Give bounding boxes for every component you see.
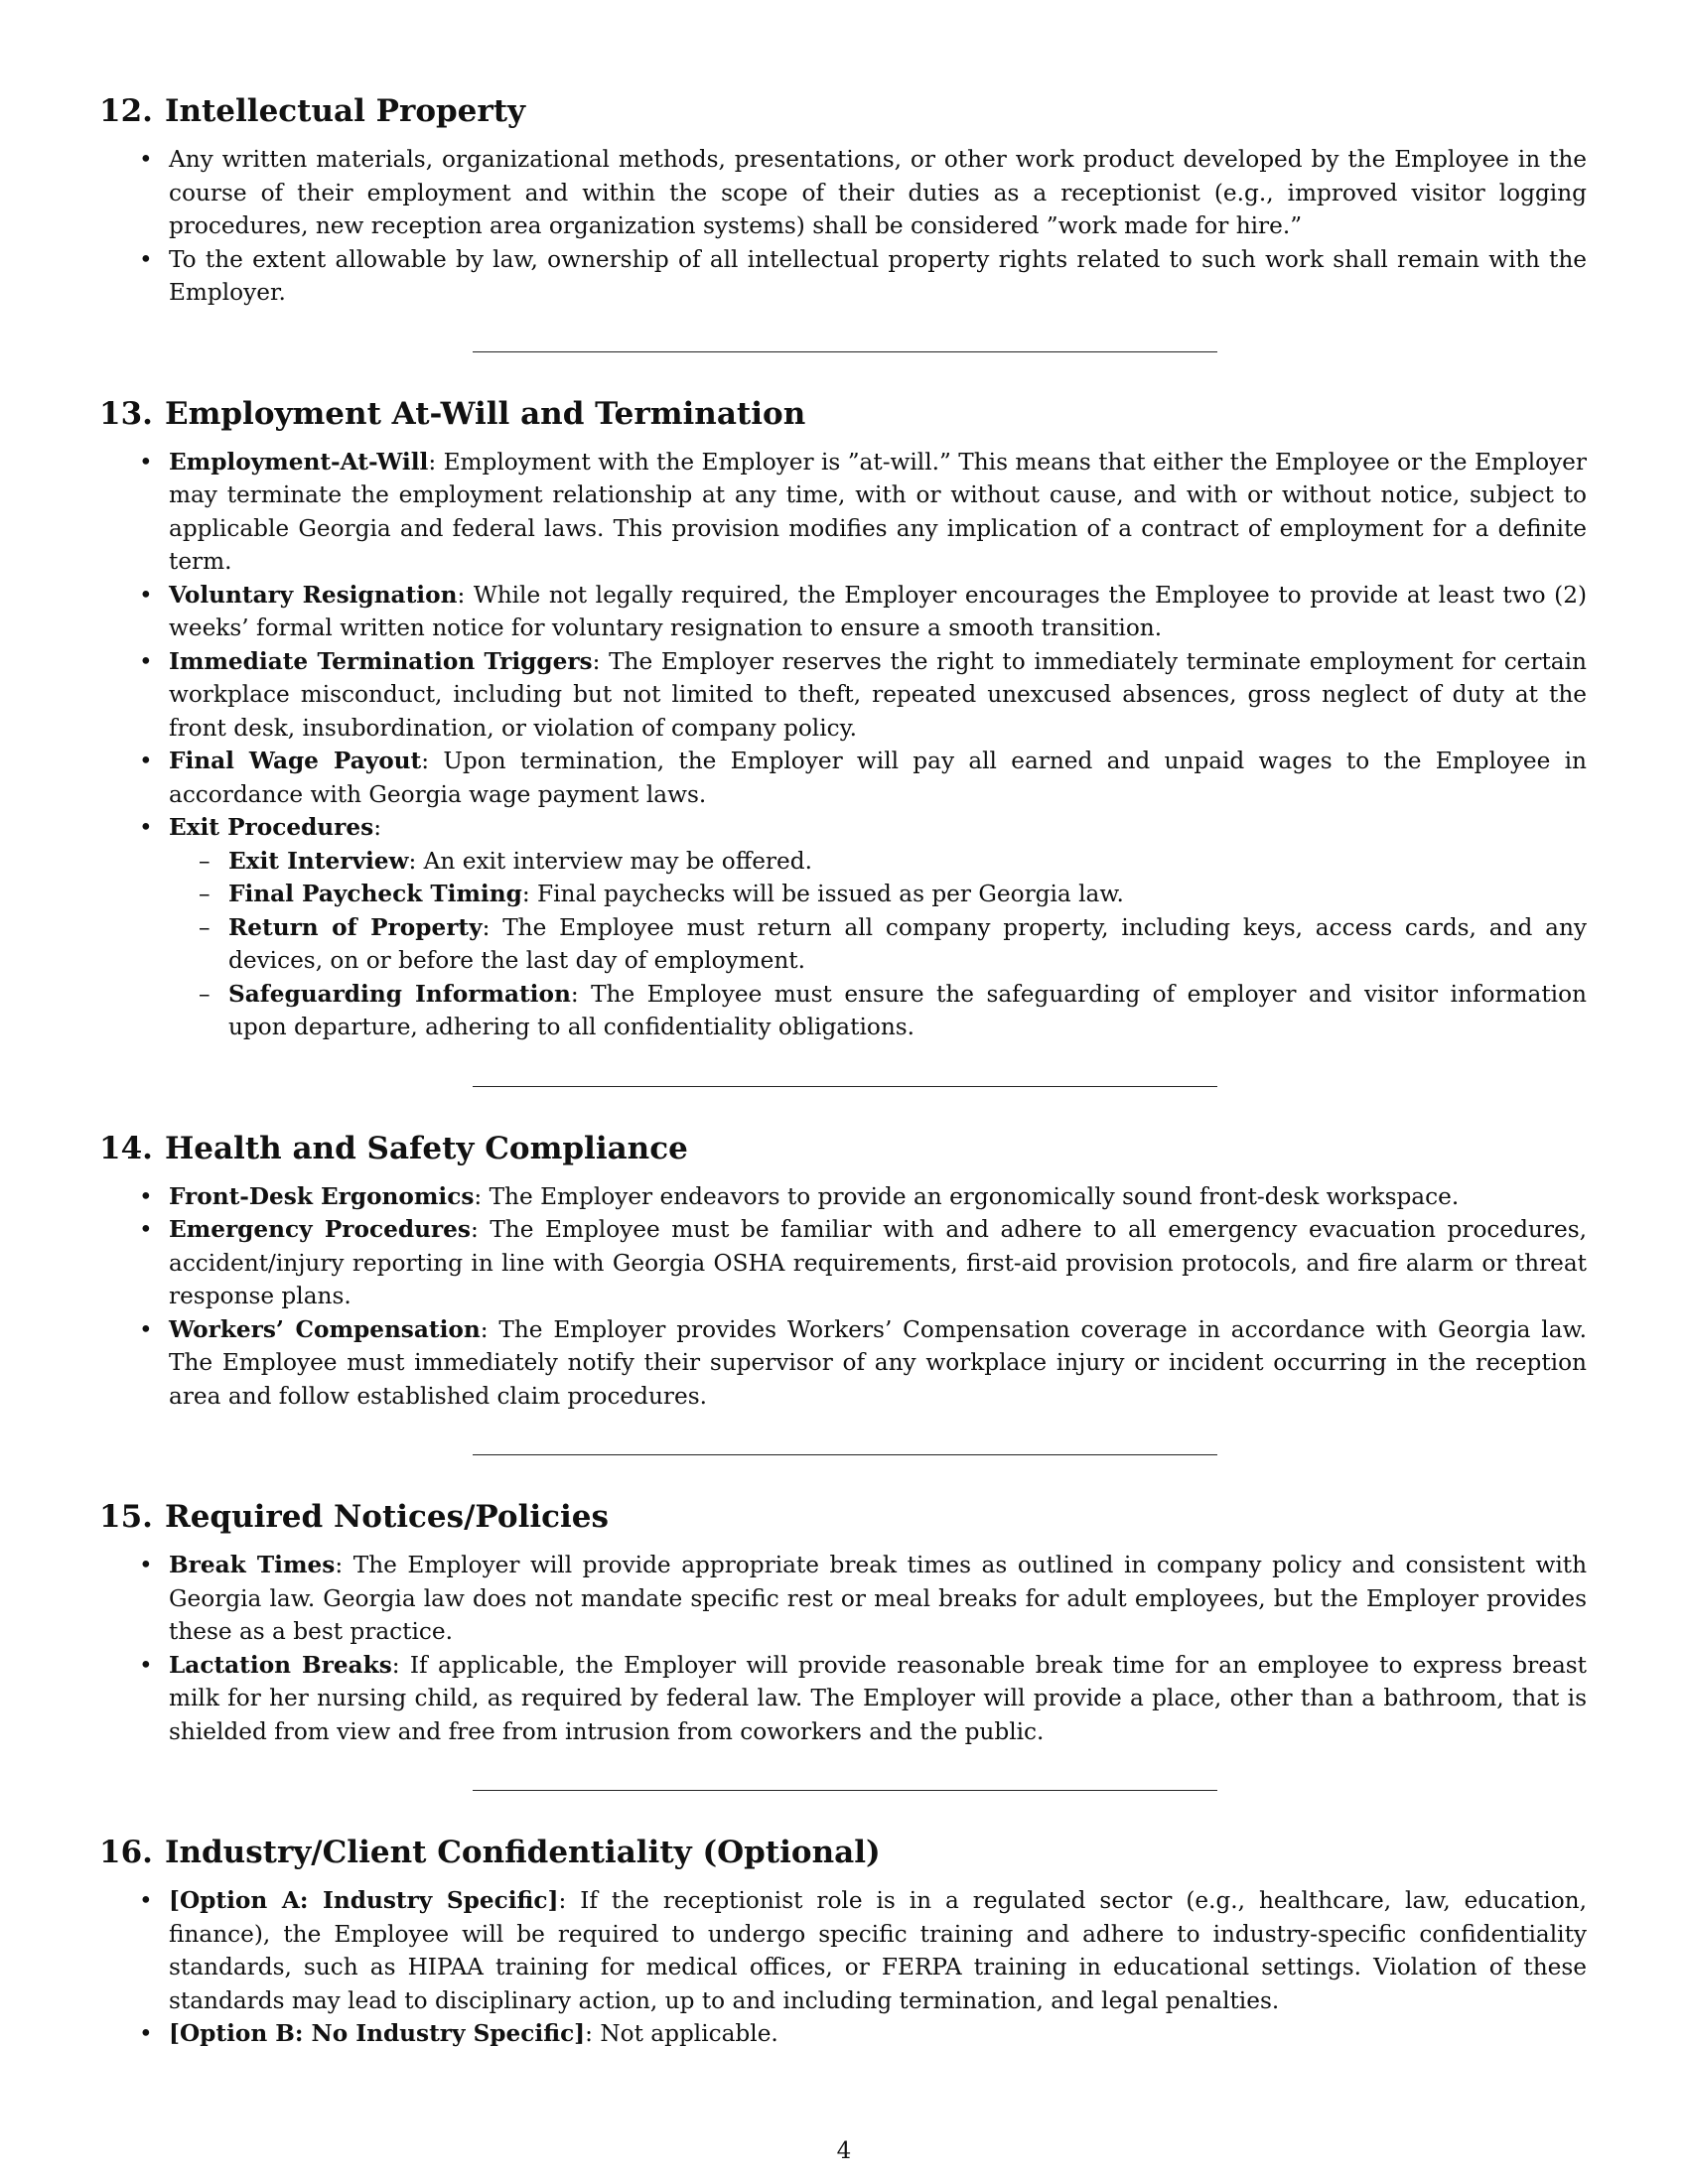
section-number: 14. <box>99 1130 153 1166</box>
document-page <box>99 91 1587 2051</box>
item-text: : The Employee must return all company property, including keys, access cards, and any devices, on or before the last day of employment. <box>228 913 1587 974</box>
item-term: [Option B: No Industry Specific] <box>169 2020 586 2047</box>
item-text: : An exit interview may be offered. <box>408 847 812 875</box>
item-term: Employment-At-Will <box>169 448 429 476</box>
list-item <box>99 1180 1587 1214</box>
item-text: : The Employee must be familiar with and adhere to all emergency evacuation procedures, accident/injury reporting in line with Georgia OSHA requirements, first-aid provision protocols, and fire alarm or threat response plans. <box>169 1216 1587 1309</box>
item-term: Workers’ Compensation <box>169 1315 481 1343</box>
section-employment-at-will <box>99 394 1587 1044</box>
item-text: To the extent allowable by law, ownership of all intellectual property rights related to such work shall remain with the Employer. <box>169 245 1587 306</box>
section-intellectual-property <box>99 91 1587 310</box>
item-text: : The Employer reserves the right to immediately terminate employment for certain workplace misconduct, including but not limited to theft, repeated unexcused absences, gross neglect of duty at the front desk, insubordination, or violation of company policy. <box>169 647 1587 742</box>
section-title: Intellectual Property <box>164 93 526 129</box>
page-number: 4 <box>836 2138 852 2164</box>
item-term: [Option A: Industry Specific] <box>169 1887 559 1914</box>
bullet-list <box>99 143 1587 310</box>
item-text: : Employment with the Employer is ”at-will.” This means that either the Employee or the Employer may terminate the employment relationship at any time, with or without cause, and with or without notice, subject to applicable Georgia and federal laws. This provision modifies any implication of a contract of employment for a definite term. <box>169 448 1587 575</box>
item-text: : The Employee must ensure the safeguarding of employer and visitor information upon departure, adhering to all confidentiality obligations. <box>228 980 1587 1040</box>
item-term: Exit Interview <box>228 847 409 875</box>
list-item <box>99 811 1587 1044</box>
list-item <box>99 1649 1587 1749</box>
sub-list-item <box>169 845 1587 879</box>
list-item <box>99 645 1587 746</box>
list-item <box>99 1313 1587 1414</box>
sub-list-item <box>169 978 1587 1044</box>
list-item <box>99 745 1587 811</box>
section-number: 16. <box>99 1835 153 1870</box>
section-heading <box>99 91 1587 131</box>
section-divider <box>473 1454 1217 1455</box>
section-title: Health and Safety Compliance <box>164 1130 688 1166</box>
section-heading <box>99 1833 1587 1872</box>
section-heading <box>99 394 1587 434</box>
item-term: Break Times <box>169 1552 336 1578</box>
item-text: : Upon termination, the Employer will pay all earned and unpaid wages to the Employee in accordance with Georgia wage payment laws. <box>169 748 1587 808</box>
list-item <box>99 579 1587 645</box>
item-term: Front-Desk Ergonomics <box>169 1182 475 1210</box>
section-divider <box>473 351 1217 352</box>
item-term: Final Wage Payout <box>169 748 422 774</box>
item-text: : Not applicable. <box>585 2020 778 2047</box>
item-term: Final Paycheck Timing <box>228 881 522 907</box>
item-text: Any written materials, organizational methods, presentations, or other work product developed by the Employee in the course of their employment and within the scope of their duties as a receptionist (e.g., improved visitor logging procedures, new reception area organization systems) shall be considered ”work made for hire.” <box>169 146 1587 239</box>
item-term: Voluntary Resignation <box>169 581 458 609</box>
section-title: Employment At-Will and Termination <box>164 395 806 432</box>
bullet-list <box>99 1549 1587 1748</box>
item-text: : The Employer endeavors to provide an ergonomically sound front-desk workspace. <box>474 1182 1460 1210</box>
section-industry-confidentiality <box>99 1833 1587 2051</box>
list-item <box>99 1213 1587 1313</box>
sub-list-item <box>169 878 1587 911</box>
item-term: Exit Procedures <box>169 814 374 841</box>
sub-list <box>169 845 1587 1044</box>
list-item <box>99 1884 1587 2017</box>
item-term: Lactation Breaks <box>169 1651 392 1679</box>
item-text: : Final paychecks will be issued as per Georgia law. <box>521 881 1124 907</box>
section-required-notices <box>99 1497 1587 1748</box>
section-number: 13. <box>99 395 153 432</box>
list-item <box>99 243 1587 310</box>
section-title: Required Notices/Policies <box>164 1499 609 1535</box>
section-heading <box>99 1497 1587 1537</box>
item-text: : If the receptionist role is in a regulated sector (e.g., healthcare, law, education, finance), the Employee will be required to undergo specific training and adhere to industry-specific confidentiality standards, such as HIPAA training for medical offices, or FERPA training in educational settings. Violation of these standards may lead to disciplinary action, up to and including termination, and legal penalties. <box>169 1887 1587 2014</box>
item-term: Return of Property <box>228 913 483 941</box>
item-term: Immediate Termination Triggers <box>169 647 593 675</box>
section-divider <box>473 1086 1217 1087</box>
bullet-list <box>99 446 1587 1044</box>
section-number: 12. <box>99 93 153 129</box>
list-item <box>99 446 1587 579</box>
section-number: 15. <box>99 1499 153 1535</box>
section-health-safety <box>99 1129 1587 1414</box>
bullet-list <box>99 1180 1587 1414</box>
item-text: : The Employer will provide appropriate break times as outlined in company policy and consistent with Georgia law. Georgia law does not mandate specific rest or meal breaks for adult employees, but the Employer provides these as a best practice. <box>169 1552 1588 1645</box>
item-text: : <box>373 814 381 841</box>
sub-list-item <box>169 911 1587 978</box>
list-item <box>99 143 1587 243</box>
item-text: : While not legally required, the Employer encourages the Employee to provide at least two (2) weeks’ formal written notice for voluntary resignation to ensure a smooth transition. <box>169 581 1587 641</box>
section-title: Industry/Client Confidentiality (Optional) <box>164 1835 881 1870</box>
bullet-list <box>99 1884 1587 2051</box>
item-term: Safeguarding Information <box>228 980 571 1008</box>
list-item <box>99 1549 1587 1649</box>
section-heading <box>99 1129 1587 1168</box>
item-text: : The Employer provides Workers’ Compensation coverage in accordance with Georgia law. The Employee must immediately notify their supervisor of any workplace injury or incident occurring in the reception area and follow established claim procedures. <box>169 1315 1587 1410</box>
item-text: : If applicable, the Employer will provide reasonable break time for an employee to express breast milk for her nursing child, as required by federal law. The Employer will provide a place, other than a bathroom, that is shielded from view and free from intrusion from coworkers and the public. <box>169 1651 1588 1745</box>
item-term: Emergency Procedures <box>169 1216 471 1243</box>
list-item <box>99 2017 1587 2051</box>
section-divider <box>473 1790 1217 1791</box>
